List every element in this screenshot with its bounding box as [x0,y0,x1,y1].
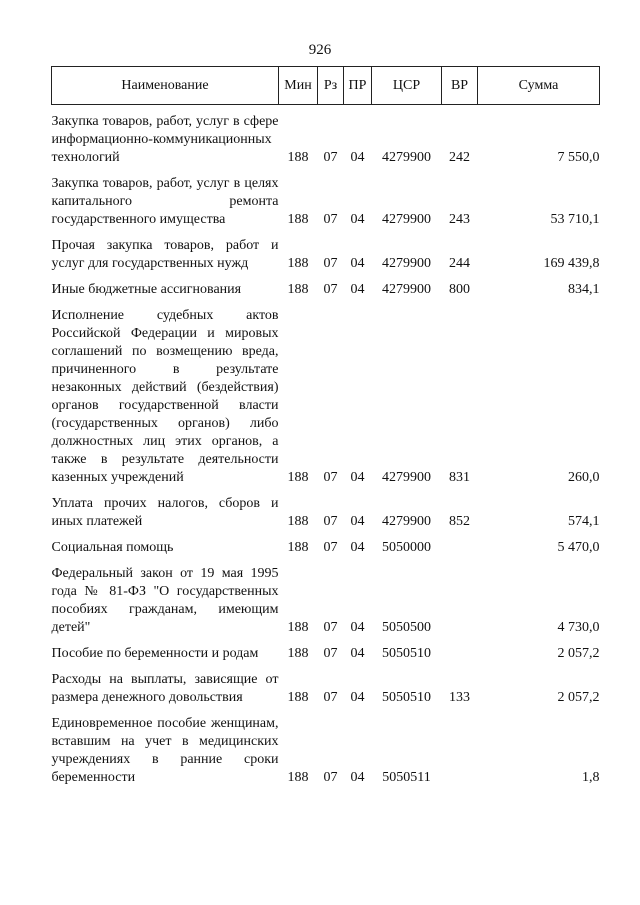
row-spacer [52,557,600,565]
cell-rz: 07 [323,540,338,555]
header-sum: Сумма [478,67,600,105]
cell-min: 188 [287,620,309,635]
row-spacer [52,105,600,114]
cell-sum: 834,1 [568,282,600,297]
header-csr: ЦСР [372,67,442,105]
cell-name: Социальная помощь [51,540,174,555]
row-spacer [52,531,600,539]
table-row [52,715,600,787]
table-row [52,645,600,663]
cell-name: Прочая закупка товаров, работ и услуг для государственных нужд [51,238,279,271]
cell-sum: 53 710,1 [550,212,600,227]
header-row [52,67,600,105]
cell-pr: 04 [350,770,365,785]
cell-rz: 07 [323,256,338,271]
cell-min: 188 [287,282,309,297]
cell-name: Исполнение судебных актов Российской Федерации и мировых соглашений по возмещению вреда, причиненного в результате незаконных действий (бездействия) органов государственной власти (государственных органов) либо должностных лиц этих органов, а также в результате деятельности казенных учреждений [51,308,279,485]
row-spacer [52,707,600,715]
cell-sum: 2 057,2 [557,646,600,661]
page-number: 926 [308,42,332,58]
header-pr: ПР [344,67,372,105]
cell-name: Закупка товаров, работ, услуг в сфере информационно-коммуникационных технологий [51,114,279,165]
cell-csr: 5050510 [382,646,431,661]
cell-pr: 04 [350,690,365,705]
cell-min: 188 [287,212,309,227]
cell-rz: 07 [323,690,338,705]
row-spacer-cell [52,299,600,307]
cell-rz: 07 [323,620,338,635]
cell-min: 188 [287,256,309,271]
cell-vr [442,645,478,663]
cell-pr: 04 [350,620,365,635]
cell-pr: 04 [350,212,365,227]
cell-vr: 852 [449,514,470,529]
row-spacer-cell [52,707,600,715]
cell-name: Расходы на выплаты, зависящие от размера денежного довольствия [51,672,279,705]
cell-min: 188 [287,470,309,485]
cell-sum: 1,8 [582,770,600,785]
row-spacer-cell [52,167,600,175]
cell-name: Федеральный закон от 19 мая 1995 года № 81-ФЗ "О государственных пособиях гражданам, имеющим детей" [51,566,279,635]
cell-pr: 04 [350,646,365,661]
row-spacer [52,299,600,307]
row-spacer-cell [52,229,600,237]
cell-pr: 04 [350,514,365,529]
cell-pr: 04 [350,470,365,485]
cell-vr: 831 [449,470,470,485]
cell-csr: 5050511 [382,770,431,785]
cell-vr [442,715,478,787]
cell-pr: 04 [350,150,365,165]
cell-csr: 4279900 [382,150,431,165]
row-spacer-cell [52,557,600,565]
header-min: Мин [279,67,318,105]
header-rz: Рз [318,67,344,105]
cell-sum: 260,0 [568,470,600,485]
cell-pr: 04 [350,540,365,555]
cell-sum: 7 550,0 [557,150,600,165]
table-row [52,565,600,637]
cell-sum: 169 439,8 [543,256,600,271]
cell-pr: 04 [350,282,365,297]
cell-rz: 07 [323,470,338,485]
cell-vr: 244 [449,256,470,271]
cell-vr [442,565,478,637]
cell-name: Иные бюджетные ассигнования [51,282,242,297]
row-spacer-cell [52,105,600,114]
cell-csr: 4279900 [382,514,431,529]
row-spacer-cell [52,637,600,645]
row-spacer [52,663,600,671]
cell-vr: 242 [449,150,470,165]
cell-rz: 07 [323,282,338,297]
cell-sum: 4 730,0 [557,620,600,635]
cell-name: Единовременное пособие женщинам, вставшим на учет в медицинских учреждениях в ранние сроки беременности [51,716,279,785]
table-row [52,307,600,487]
cell-rz: 07 [323,150,338,165]
table-row [52,495,600,531]
row-spacer [52,167,600,175]
cell-min: 188 [287,770,309,785]
cell-vr: 800 [449,282,470,297]
cell-csr: 5050500 [382,620,431,635]
cell-min: 188 [287,646,309,661]
cell-csr: 4279900 [382,212,431,227]
table-row [52,281,600,299]
cell-name: Пособие по беременности и родам [51,646,259,661]
cell-name: Закупка товаров, работ, услуг в целях капитального ремонта государственного имущества [51,176,279,227]
table-row [52,175,600,229]
row-spacer-cell [52,663,600,671]
cell-sum: 5 470,0 [557,540,600,555]
cell-csr: 4279900 [382,282,431,297]
cell-min: 188 [287,514,309,529]
table-header [52,67,600,105]
cell-rz: 07 [323,770,338,785]
header-name: Наименование [52,67,279,105]
cell-vr [442,539,478,557]
table-row [52,539,600,557]
cell-vr: 243 [449,212,470,227]
header-vr: ВР [442,67,478,105]
budget-table [51,66,600,787]
cell-name: Уплата прочих налогов, сборов и иных платежей [51,496,279,529]
cell-csr: 4279900 [382,256,431,271]
cell-min: 188 [287,150,309,165]
cell-csr: 5050000 [382,540,431,555]
table-body [52,105,600,788]
row-spacer-cell [52,487,600,495]
row-spacer [52,273,600,281]
table-row [52,237,600,273]
cell-sum: 574,1 [568,514,600,529]
cell-csr: 4279900 [382,470,431,485]
cell-min: 188 [287,540,309,555]
table-row [52,671,600,707]
cell-min: 188 [287,690,309,705]
row-spacer [52,229,600,237]
table-row [52,113,600,167]
row-spacer [52,487,600,495]
cell-vr: 133 [449,690,470,705]
row-spacer [52,637,600,645]
row-spacer-cell [52,273,600,281]
cell-sum: 2 057,2 [557,690,600,705]
row-spacer-cell [52,531,600,539]
cell-rz: 07 [323,212,338,227]
cell-rz: 07 [323,646,338,661]
cell-pr: 04 [350,256,365,271]
cell-rz: 07 [323,514,338,529]
cell-csr: 5050510 [382,690,431,705]
